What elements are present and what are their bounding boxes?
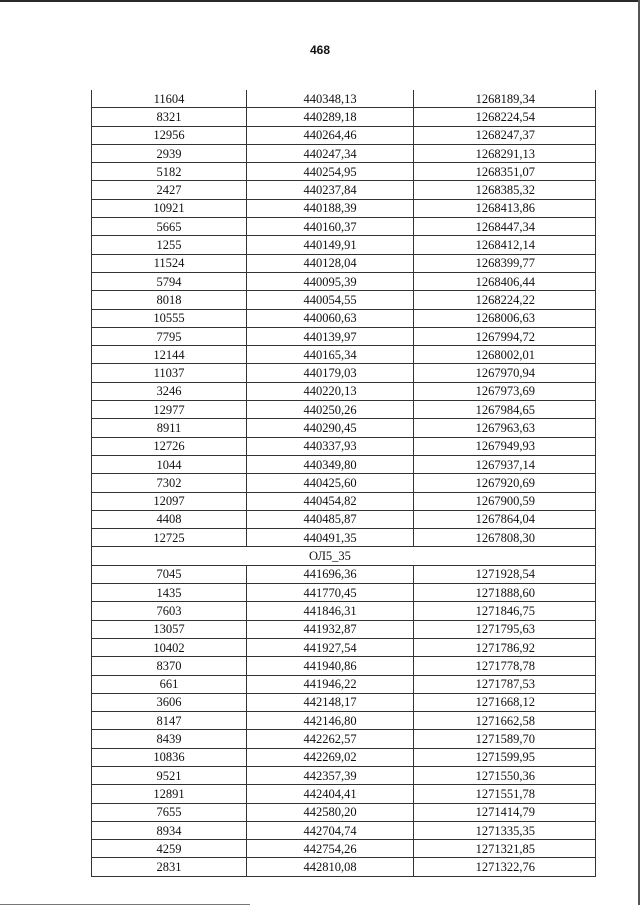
coordinates-table — [91, 90, 596, 877]
table-row — [92, 254, 596, 272]
y-coordinate-cell: 1267808,30 — [414, 529, 596, 547]
point-number-cell: 8934 — [92, 821, 247, 839]
x-coordinate-cell: 440337,93 — [247, 437, 414, 455]
x-coordinate-cell: 440454,82 — [247, 492, 414, 510]
y-coordinate-cell: 1271662,58 — [414, 712, 596, 730]
table-row — [92, 675, 596, 693]
table-row — [92, 584, 596, 602]
table-row — [92, 455, 596, 473]
point-number-cell: 8321 — [92, 108, 247, 126]
point-number-cell: 12977 — [92, 401, 247, 419]
point-number-cell: 12725 — [92, 529, 247, 547]
point-number-cell: 9521 — [92, 766, 247, 784]
point-number-cell: 8018 — [92, 291, 247, 309]
x-coordinate-cell: 441770,45 — [247, 584, 414, 602]
x-coordinate-cell: 442269,02 — [247, 748, 414, 766]
y-coordinate-cell: 1271335,35 — [414, 821, 596, 839]
table-row — [92, 327, 596, 345]
x-coordinate-cell: 441932,87 — [247, 620, 414, 638]
point-number-cell: 10402 — [92, 638, 247, 656]
x-coordinate-cell: 441927,54 — [247, 638, 414, 656]
point-number-cell: 1435 — [92, 584, 247, 602]
point-number-cell: 8370 — [92, 657, 247, 675]
x-coordinate-cell: 442146,80 — [247, 712, 414, 730]
x-coordinate-cell: 440289,18 — [247, 108, 414, 126]
y-coordinate-cell: 1271551,78 — [414, 785, 596, 803]
table-row — [92, 492, 596, 510]
point-number-cell: 7655 — [92, 803, 247, 821]
table-row — [92, 108, 596, 126]
y-coordinate-cell: 1267900,59 — [414, 492, 596, 510]
point-number-cell: 7795 — [92, 327, 247, 345]
point-number-cell: 5794 — [92, 272, 247, 290]
y-coordinate-cell: 1271550,36 — [414, 766, 596, 784]
x-coordinate-cell: 440425,60 — [247, 474, 414, 492]
y-coordinate-cell: 1268291,13 — [414, 144, 596, 162]
y-coordinate-cell: 1268224,54 — [414, 108, 596, 126]
y-coordinate-cell: 1267963,63 — [414, 419, 596, 437]
y-coordinate-cell: 1267864,04 — [414, 510, 596, 528]
table-row — [92, 291, 596, 309]
x-coordinate-cell: 441940,86 — [247, 657, 414, 675]
x-coordinate-cell: 442754,26 — [247, 840, 414, 858]
y-coordinate-cell: 1271888,60 — [414, 584, 596, 602]
table-row — [92, 693, 596, 711]
x-coordinate-cell: 442704,74 — [247, 821, 414, 839]
point-number-cell: 10555 — [92, 309, 247, 327]
table-row — [92, 529, 596, 547]
point-number-cell: 3606 — [92, 693, 247, 711]
table-row — [92, 821, 596, 839]
table-row — [92, 401, 596, 419]
point-number-cell: 12097 — [92, 492, 247, 510]
point-number-cell: 4259 — [92, 840, 247, 858]
y-coordinate-cell: 1271786,92 — [414, 638, 596, 656]
table-row — [92, 785, 596, 803]
section-row — [92, 547, 596, 565]
point-number-cell: 13057 — [92, 620, 247, 638]
y-coordinate-cell: 1267937,14 — [414, 455, 596, 473]
x-coordinate-cell: 442262,57 — [247, 730, 414, 748]
table-row — [92, 309, 596, 327]
table-row — [92, 90, 596, 108]
table-row — [92, 730, 596, 748]
y-coordinate-cell: 1268385,32 — [414, 181, 596, 199]
x-coordinate-cell: 440254,95 — [247, 163, 414, 181]
y-coordinate-cell: 1268413,86 — [414, 199, 596, 217]
x-coordinate-cell: 442357,39 — [247, 766, 414, 784]
y-coordinate-cell: 1268002,01 — [414, 346, 596, 364]
x-coordinate-cell: 440491,35 — [247, 529, 414, 547]
y-coordinate-cell: 1267970,94 — [414, 364, 596, 382]
x-coordinate-cell: 440348,13 — [247, 90, 414, 108]
table-row — [92, 474, 596, 492]
point-number-cell: 11604 — [92, 90, 247, 108]
table-row — [92, 364, 596, 382]
page-number: 468 — [309, 43, 331, 57]
table-row — [92, 419, 596, 437]
y-coordinate-cell: 1267984,65 — [414, 401, 596, 419]
x-coordinate-cell: 440485,87 — [247, 510, 414, 528]
table-row — [92, 437, 596, 455]
x-coordinate-cell: 440060,63 — [247, 309, 414, 327]
table-row — [92, 199, 596, 217]
table-row — [92, 510, 596, 528]
y-coordinate-cell: 1268399,77 — [414, 254, 596, 272]
table-row — [92, 382, 596, 400]
table-row — [92, 620, 596, 638]
section-blank-cell — [414, 547, 596, 565]
x-coordinate-cell: 440264,46 — [247, 126, 414, 144]
x-coordinate-cell: 440054,55 — [247, 291, 414, 309]
table-row — [92, 272, 596, 290]
table-row — [92, 858, 596, 876]
point-number-cell: 10921 — [92, 199, 247, 217]
x-coordinate-cell: 442404,41 — [247, 785, 414, 803]
table-row — [92, 840, 596, 858]
table-row — [92, 565, 596, 583]
point-number-cell: 8911 — [92, 419, 247, 437]
point-number-cell: 1044 — [92, 455, 247, 473]
table-row — [92, 803, 596, 821]
table-row — [92, 748, 596, 766]
y-coordinate-cell: 1271778,78 — [414, 657, 596, 675]
x-coordinate-cell: 441696,36 — [247, 565, 414, 583]
y-coordinate-cell: 1268224,22 — [414, 291, 596, 309]
x-coordinate-cell: 440095,39 — [247, 272, 414, 290]
x-coordinate-cell: 441946,22 — [247, 675, 414, 693]
x-coordinate-cell: 442810,08 — [247, 858, 414, 876]
point-number-cell: 12956 — [92, 126, 247, 144]
y-coordinate-cell: 1271322,76 — [414, 858, 596, 876]
x-coordinate-cell: 441846,31 — [247, 602, 414, 620]
table-row — [92, 602, 596, 620]
point-number-cell: 8147 — [92, 712, 247, 730]
point-number-cell: 12891 — [92, 785, 247, 803]
table-row — [92, 163, 596, 181]
table-row — [92, 236, 596, 254]
point-number-cell: 11524 — [92, 254, 247, 272]
x-coordinate-cell: 442580,20 — [247, 803, 414, 821]
point-number-cell: 661 — [92, 675, 247, 693]
x-coordinate-cell: 440247,34 — [247, 144, 414, 162]
y-coordinate-cell: 1271599,95 — [414, 748, 596, 766]
point-number-cell: 11037 — [92, 364, 247, 382]
y-coordinate-cell: 1267994,72 — [414, 327, 596, 345]
y-coordinate-cell: 1271787,53 — [414, 675, 596, 693]
y-coordinate-cell: 1268412,14 — [414, 236, 596, 254]
table-row — [92, 346, 596, 364]
y-coordinate-cell: 1268006,63 — [414, 309, 596, 327]
point-number-cell: 3246 — [92, 382, 247, 400]
point-number-cell: 1255 — [92, 236, 247, 254]
point-number-cell: 12726 — [92, 437, 247, 455]
section-row-group — [92, 547, 596, 565]
section-label: ОЛ5_35 — [247, 547, 414, 565]
y-coordinate-cell: 1267920,69 — [414, 474, 596, 492]
y-coordinate-cell: 1267973,69 — [414, 382, 596, 400]
point-number-cell: 7045 — [92, 565, 247, 583]
y-coordinate-cell: 1271668,12 — [414, 693, 596, 711]
point-number-cell: 2939 — [92, 144, 247, 162]
x-coordinate-cell: 442148,17 — [247, 693, 414, 711]
y-coordinate-cell: 1271589,70 — [414, 730, 596, 748]
point-number-cell: 12144 — [92, 346, 247, 364]
y-coordinate-cell: 1268351,07 — [414, 163, 596, 181]
table-row — [92, 126, 596, 144]
point-number-cell: 8439 — [92, 730, 247, 748]
table-row — [92, 144, 596, 162]
point-number-cell: 2427 — [92, 181, 247, 199]
section-blank-cell — [92, 547, 247, 565]
table-row — [92, 638, 596, 656]
table-row — [92, 181, 596, 199]
x-coordinate-cell: 440237,84 — [247, 181, 414, 199]
page-top-edge — [0, 0, 640, 2]
point-number-cell: 4408 — [92, 510, 247, 528]
x-coordinate-cell: 440250,26 — [247, 401, 414, 419]
y-coordinate-cell: 1271321,85 — [414, 840, 596, 858]
point-number-cell: 7302 — [92, 474, 247, 492]
y-coordinate-cell: 1267949,93 — [414, 437, 596, 455]
x-coordinate-cell: 440128,04 — [247, 254, 414, 272]
point-number-cell: 7603 — [92, 602, 247, 620]
point-number-cell: 5182 — [92, 163, 247, 181]
y-coordinate-cell: 1268247,37 — [414, 126, 596, 144]
x-coordinate-cell: 440220,13 — [247, 382, 414, 400]
table-row — [92, 766, 596, 784]
y-coordinate-cell: 1268447,34 — [414, 218, 596, 236]
point-number-cell: 2831 — [92, 858, 247, 876]
x-coordinate-cell: 440149,91 — [247, 236, 414, 254]
y-coordinate-cell: 1268189,34 — [414, 90, 596, 108]
y-coordinate-cell: 1271846,75 — [414, 602, 596, 620]
y-coordinate-cell: 1271795,63 — [414, 620, 596, 638]
point-number-cell: 5665 — [92, 218, 247, 236]
table-row — [92, 657, 596, 675]
table-body-before — [92, 90, 596, 547]
point-number-cell: 10836 — [92, 748, 247, 766]
table-body-after — [92, 565, 596, 876]
y-coordinate-cell: 1268406,44 — [414, 272, 596, 290]
x-coordinate-cell: 440139,97 — [247, 327, 414, 345]
x-coordinate-cell: 440165,34 — [247, 346, 414, 364]
x-coordinate-cell: 440188,39 — [247, 199, 414, 217]
x-coordinate-cell: 440179,03 — [247, 364, 414, 382]
table-row — [92, 218, 596, 236]
table-row — [92, 712, 596, 730]
x-coordinate-cell: 440290,45 — [247, 419, 414, 437]
y-coordinate-cell: 1271414,79 — [414, 803, 596, 821]
y-coordinate-cell: 1271928,54 — [414, 565, 596, 583]
x-coordinate-cell: 440349,80 — [247, 455, 414, 473]
x-coordinate-cell: 440160,37 — [247, 218, 414, 236]
